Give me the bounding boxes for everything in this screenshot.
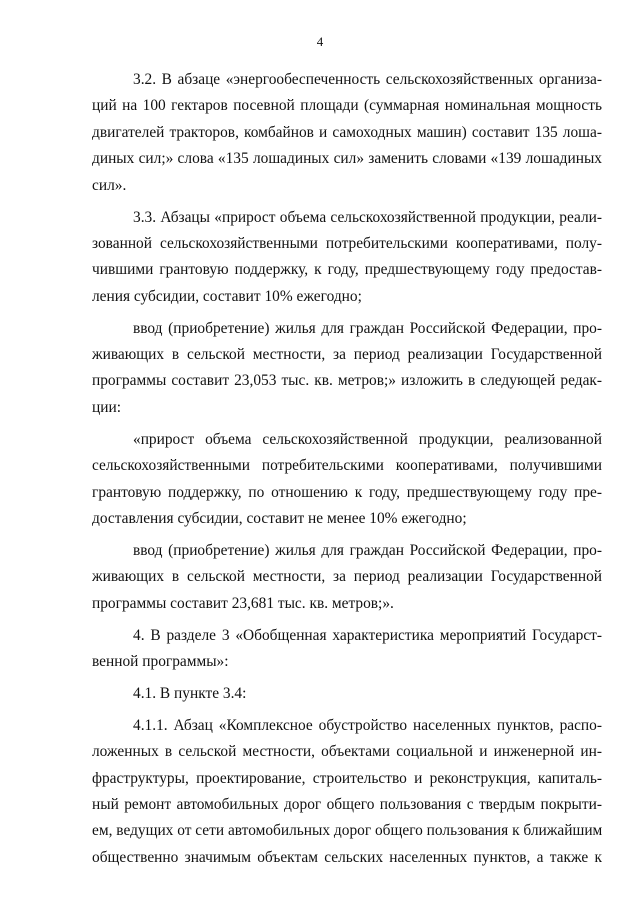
text-line: ем, ведущих от сети автомобильных дорог общего пользования к ближайшим xyxy=(92,822,603,840)
paragraph-housing-old xyxy=(92,316,602,422)
text-line: сельскохозяйственными потребительскими кооперативами, получившими xyxy=(92,457,602,475)
text-line: ции: xyxy=(92,398,121,416)
text-line: чившими грантовую поддержку, к году, предшествующему году предостав- xyxy=(92,261,602,279)
text-line: «прирост объема сельскохозяйственной продукции, реализованной xyxy=(133,430,602,448)
text-line: венной программы»: xyxy=(92,653,229,671)
text-line: ций на 100 гектаров посевной площади (суммарная номинальная мощность xyxy=(92,97,602,115)
text-line: 4. В разделе 3 «Обобщенная характеристика мероприятий Государст- xyxy=(133,626,602,644)
paragraph-3-2 xyxy=(92,67,602,199)
text-line: 4.1.1. Абзац «Комплексное обустройство населенных пунктов, распо- xyxy=(133,716,602,734)
text-line: диных сил;» слова «135 лошадиных сил» заменить словами «139 лошадиных xyxy=(92,150,602,168)
text-line: ложенных в сельской местности, объектами социальной и инженерной ин- xyxy=(92,743,602,761)
paragraph-growth-new xyxy=(92,427,602,533)
text-line: 4.1. В пункте 3.4: xyxy=(133,684,247,702)
paragraph-4 xyxy=(92,623,602,676)
document-body xyxy=(92,67,602,871)
text-line: двигателей тракторов, комбайнов и самоходных машин) составит 135 лоша- xyxy=(92,123,602,141)
text-line: сил». xyxy=(92,176,127,194)
page-number: 4 xyxy=(316,34,324,49)
text-line: зованной сельскохозяйственными потребительскими кооперативами, полу- xyxy=(92,234,602,252)
text-line: живающих в сельской местности, за период реализации Государственной xyxy=(92,568,602,586)
text-line: ввод (приобретение) жилья для граждан Российской Федерации, про- xyxy=(133,319,602,337)
text-line: 3.3. Абзацы «прирост объема сельскохозяйственной продукции, реали- xyxy=(133,208,602,226)
text-line: грантовую поддержку, по отношению к году, предшествующему году пре- xyxy=(92,483,602,501)
text-line: живающих в сельской местности, за период реализации Государственной xyxy=(92,346,602,364)
text-line: общественно значимым объектам сельских населенных пунктов, а также к xyxy=(92,848,602,866)
text-line: фраструктуры, проектирование, строительство и реконструкция, капиталь- xyxy=(92,769,602,787)
paragraph-housing-new xyxy=(92,538,602,617)
text-line: программы составит 23,053 тыс. кв. метров;» изложить в следующей редак- xyxy=(92,372,602,390)
text-line: ный ремонт автомобильных дорог общего пользования с твердым покрыти- xyxy=(92,796,602,814)
text-line: ввод (приобретение) жилья для граждан Российской Федерации, про- xyxy=(133,541,602,559)
paragraph-4-1-1 xyxy=(92,713,602,871)
text-line: 3.2. В абзаце «энергообеспеченность сельскохозяйственных организа- xyxy=(133,71,602,88)
paragraph-4-1 xyxy=(92,681,602,707)
text-line: доставления субсидии, составит не менее 10% ежегодно; xyxy=(92,510,467,527)
text-line: программы составит 23,681 тыс. кв. метров;». xyxy=(92,594,394,612)
text-line: ления субсидии, составит 10% ежегодно; xyxy=(92,287,362,305)
paragraph-3-3 xyxy=(92,205,602,311)
